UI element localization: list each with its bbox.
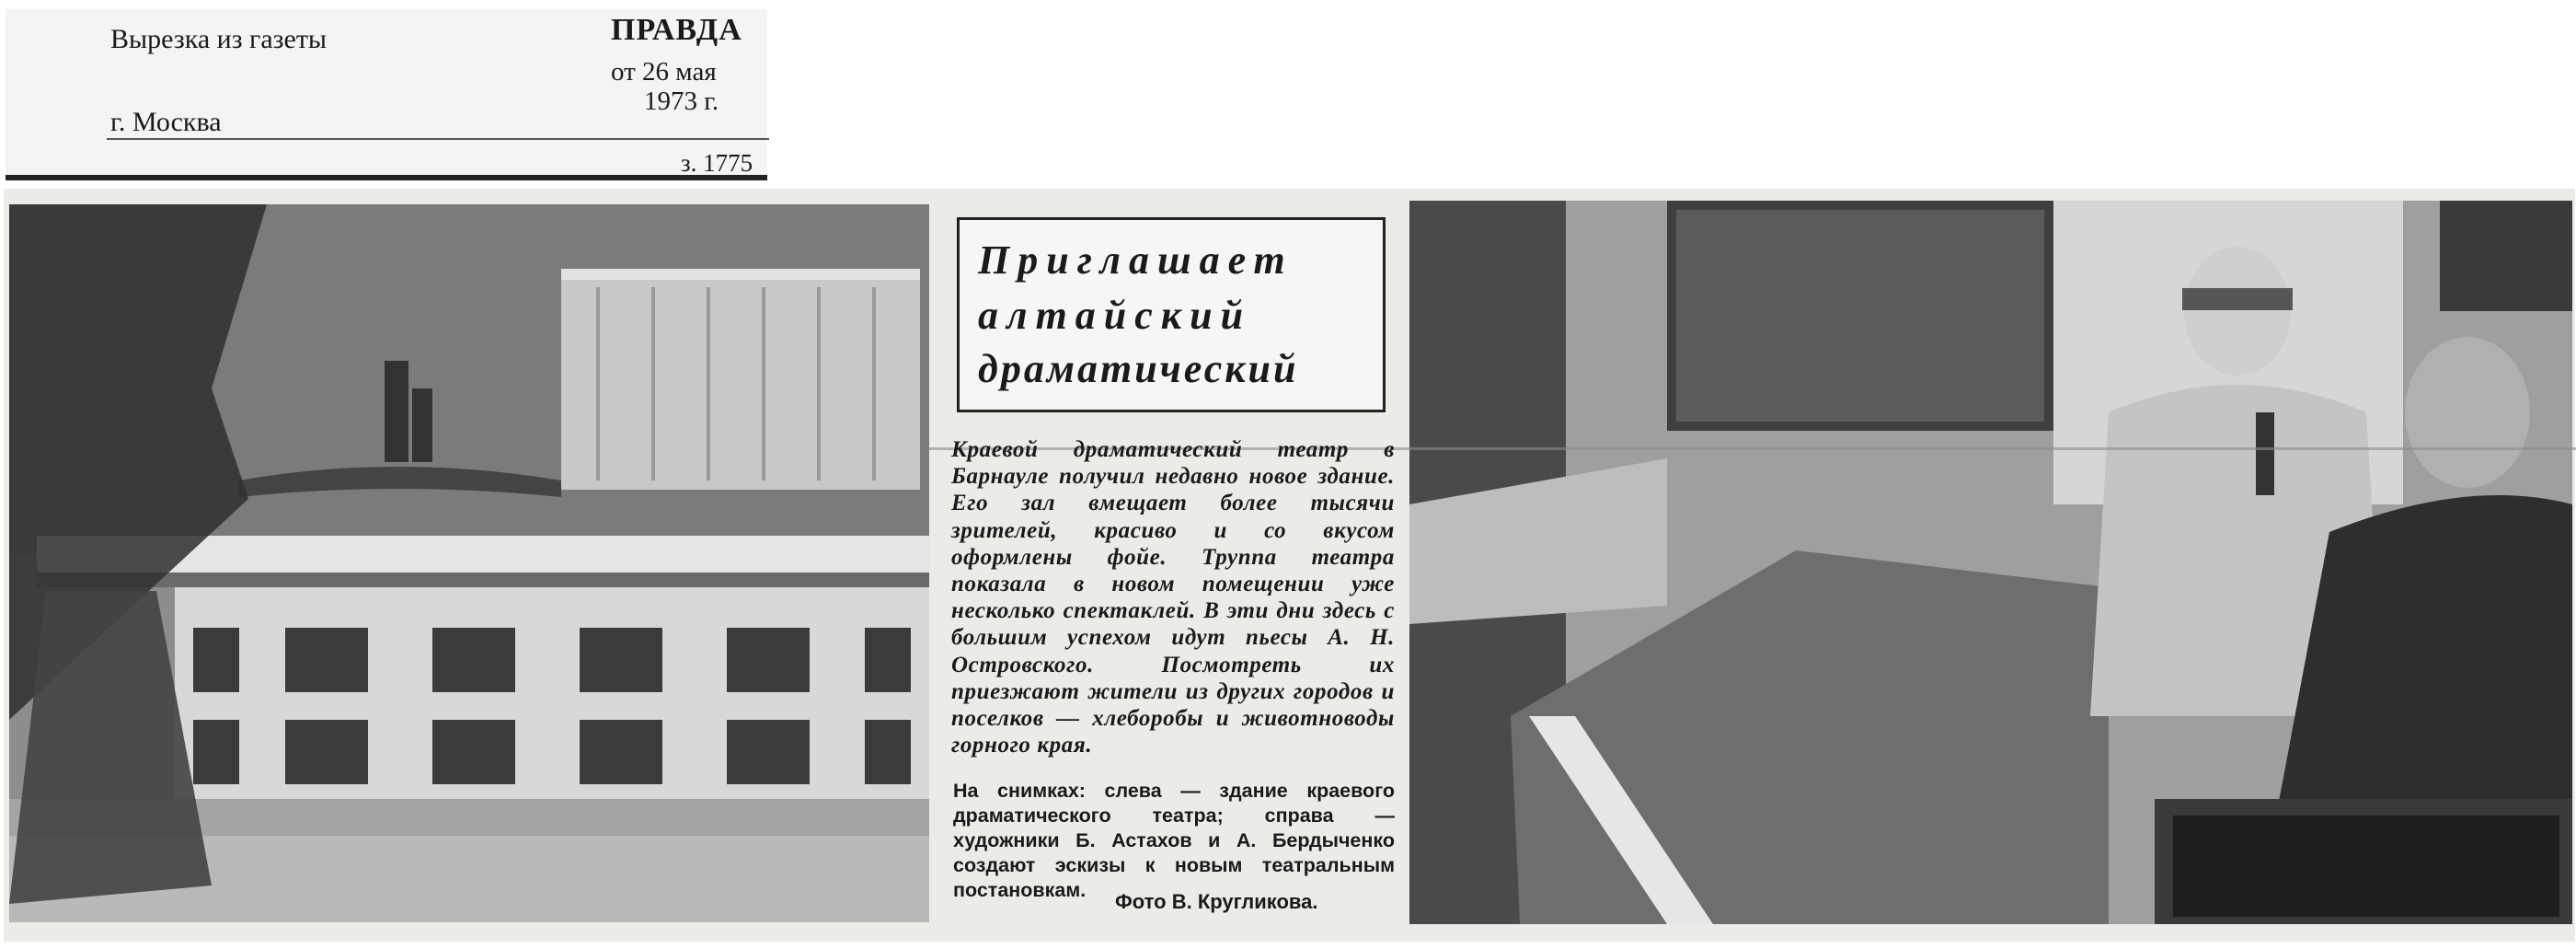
clipping-source-label: Вырезка из газеты	[110, 24, 328, 54]
photo-credit: Фото В. Кругликова.	[1115, 890, 1318, 913]
clipping-year: 1973 г.	[644, 87, 719, 116]
newspaper-name: ПРАВДА	[611, 13, 742, 47]
headline-line-3: драматический	[978, 346, 1299, 391]
clipping-date: от 26 мая	[611, 57, 717, 87]
theatre-building-photo	[9, 204, 929, 922]
headline-line-2: алтайский	[978, 293, 1252, 338]
artists-studio-photo	[1409, 201, 2572, 924]
photo-caption: На снимках: слева — здание краевого драматического театра; справа — художники Б. Астахов и А. Бердыченко создают эскизы к новым театральным постановкам.	[953, 780, 1395, 901]
clipping-city-label: г. Москва	[110, 107, 222, 137]
article-headline	[957, 217, 1386, 412]
clipping-label-slip	[6, 9, 767, 180]
headline-line-1: Приглашает	[978, 237, 1294, 283]
slip-rule	[107, 138, 769, 140]
article-body: Краевой драматический театр в Барнауле получил недавно новое здание. Его зал вмещает более тысячи зрителей, красиво и со вкусом оформлены фойе. Труппа театра показала в новом помещении уже несколько спектаклей. В эти дни здесь с большим успехом идут пьесы А. Н. Островского. Посмотреть их приезжают жители из других городов и поселков — хлеборобы и животноводы горного края.	[951, 437, 1395, 758]
clipping-number: з. 1775	[681, 149, 753, 177]
